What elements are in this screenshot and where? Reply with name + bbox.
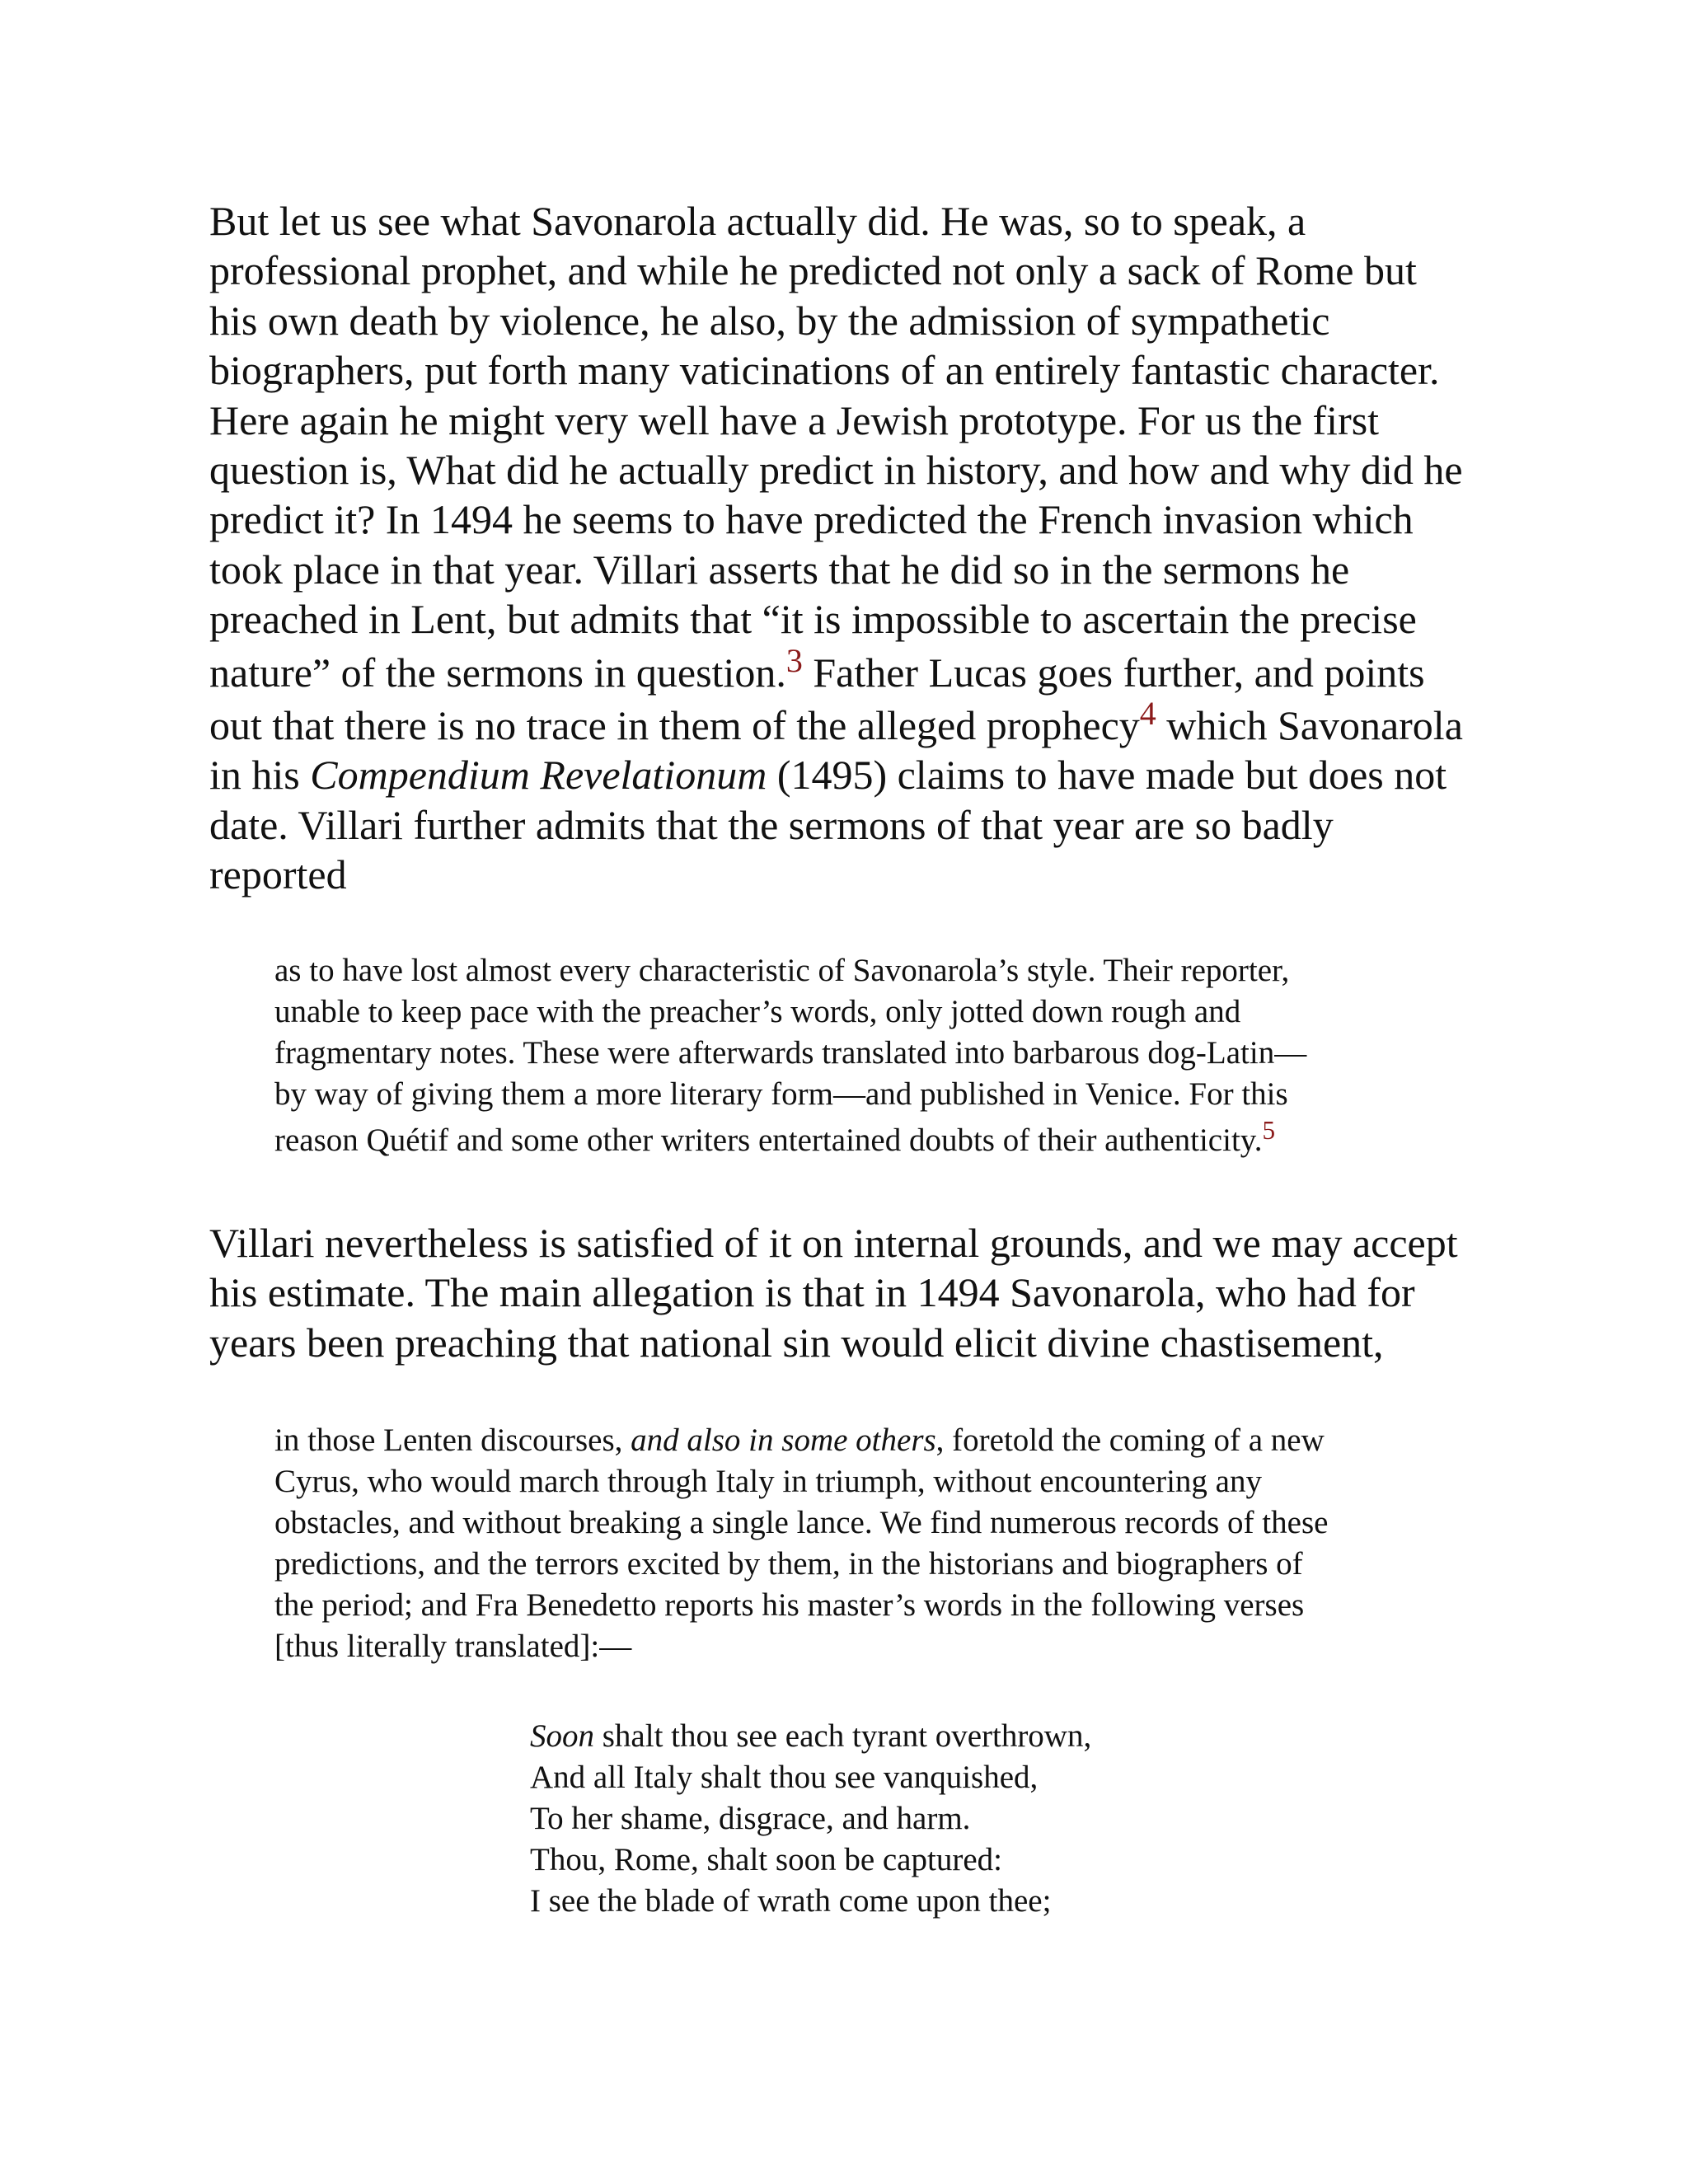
quote-line: [274, 1115, 1478, 1161]
italic-word: Soon: [530, 1718, 594, 1754]
verse-line: I see the blade of wrath come upon thee;: [530, 1883, 1052, 1919]
text-run: reason Quétif and some other writers entertained doubts of their authenticity.: [274, 1122, 1263, 1158]
text-run: in his: [209, 752, 311, 799]
text-run: which Savonarola: [1156, 702, 1463, 749]
paragraph-line: years been preaching that national sin would elicit divine chastisement,: [209, 1319, 1384, 1366]
quote-line: fragmentary notes. These were afterwards translated into barbarous dog-Latin—: [274, 1035, 1307, 1071]
verse-line: [530, 1716, 1354, 1757]
paragraph-line: reported: [209, 851, 347, 898]
text-run: nature” of the sermons in question.: [209, 649, 786, 696]
verse-block: [530, 1716, 1354, 1922]
quote-line: as to have lost almost every characteristic of Savonarola’s style. Their reporter,: [274, 953, 1290, 988]
paragraph-line: Villari nevertheless is satisfied of it on internal grounds, and we may accept: [209, 1220, 1458, 1266]
block-quote-2: [274, 1420, 1478, 1667]
text-run: (1495) claims to have made but does not: [767, 752, 1447, 799]
paragraph-line: biographers, put forth many vaticinations of an entirely fantastic character.: [209, 347, 1440, 394]
verse-line: And all Italy shalt thou see vanquished,: [530, 1760, 1039, 1795]
paragraph-line: Here again he might very well have a Jewish prototype. For us the first: [209, 396, 1380, 443]
paragraph-line: date. Villari further admits that the sermons of that year are so badly: [209, 801, 1334, 848]
paragraph-line: [209, 750, 1495, 799]
text-run: out that there is no trace in them of the alleged prophecy: [209, 702, 1140, 749]
footnote-ref-3[interactable]: 3: [785, 641, 803, 679]
quote-line: unable to keep pace with the preacher’s words, only jotted down rough and: [274, 994, 1241, 1029]
text-run: Father Lucas goes further, and points: [802, 649, 1425, 696]
paragraph-2: [209, 1218, 1495, 1367]
block-quote-1: [274, 950, 1478, 1161]
paragraph-line: [209, 695, 1495, 750]
paragraph-line: predict it? In 1494 he seems to have predicted the French invasion which: [209, 496, 1414, 543]
paragraph-line: question is, What did he actually predict in history, and how and why did he: [209, 447, 1463, 494]
text-run: shalt thou see each tyrant overthrown,: [594, 1718, 1092, 1754]
paragraph-line: professional prophet, and while he predicted not only a sack of Rome but: [209, 247, 1417, 294]
verse-line: To her shame, disgrace, and harm.: [530, 1801, 971, 1836]
text-run: , foretold the coming of a new: [935, 1422, 1325, 1458]
paragraph-line: his own death by violence, he also, by the admission of sympathetic: [209, 297, 1330, 344]
paragraph-line: But let us see what Savonarola actually did. He was, so to speak, a: [209, 198, 1306, 244]
paragraph-line: his estimate. The main allegation is that in 1494 Savonarola, who had for: [209, 1269, 1415, 1316]
paragraph-line: preached in Lent, but admits that “it is impossible to ascertain the precise: [209, 596, 1417, 643]
quote-line: by way of giving them a more literary form—and published in Venice. For this: [274, 1076, 1288, 1112]
paragraph-1: [209, 196, 1495, 900]
footnote-ref-4[interactable]: 4: [1139, 695, 1156, 733]
quote-line: Cyrus, who would march through Italy in triumph, without encountering any: [274, 1464, 1262, 1499]
paragraph-line: [209, 641, 1495, 697]
italic-title: Compendium Revelationum: [310, 752, 767, 799]
quote-line: obstacles, and without breaking a single lance. We find numerous records of these: [274, 1505, 1329, 1540]
footnote-ref-5[interactable]: 5: [1262, 1115, 1276, 1145]
verse-line: Thou, Rome, shalt soon be captured:: [530, 1842, 1002, 1877]
text-run: in those Lenten discourses,: [274, 1422, 631, 1458]
quote-line: predictions, and the terrors excited by them, in the historians and biographers of: [274, 1546, 1303, 1582]
quote-line: [thus literally translated]:—: [274, 1629, 632, 1664]
italic-phrase: and also in some others: [631, 1422, 936, 1458]
paragraph-line: took place in that year. Villari asserts that he did so in the sermons he: [209, 546, 1350, 593]
quote-line: [274, 1420, 1478, 1461]
quote-line: the period; and Fra Benedetto reports his master’s words in the following verses: [274, 1587, 1305, 1623]
